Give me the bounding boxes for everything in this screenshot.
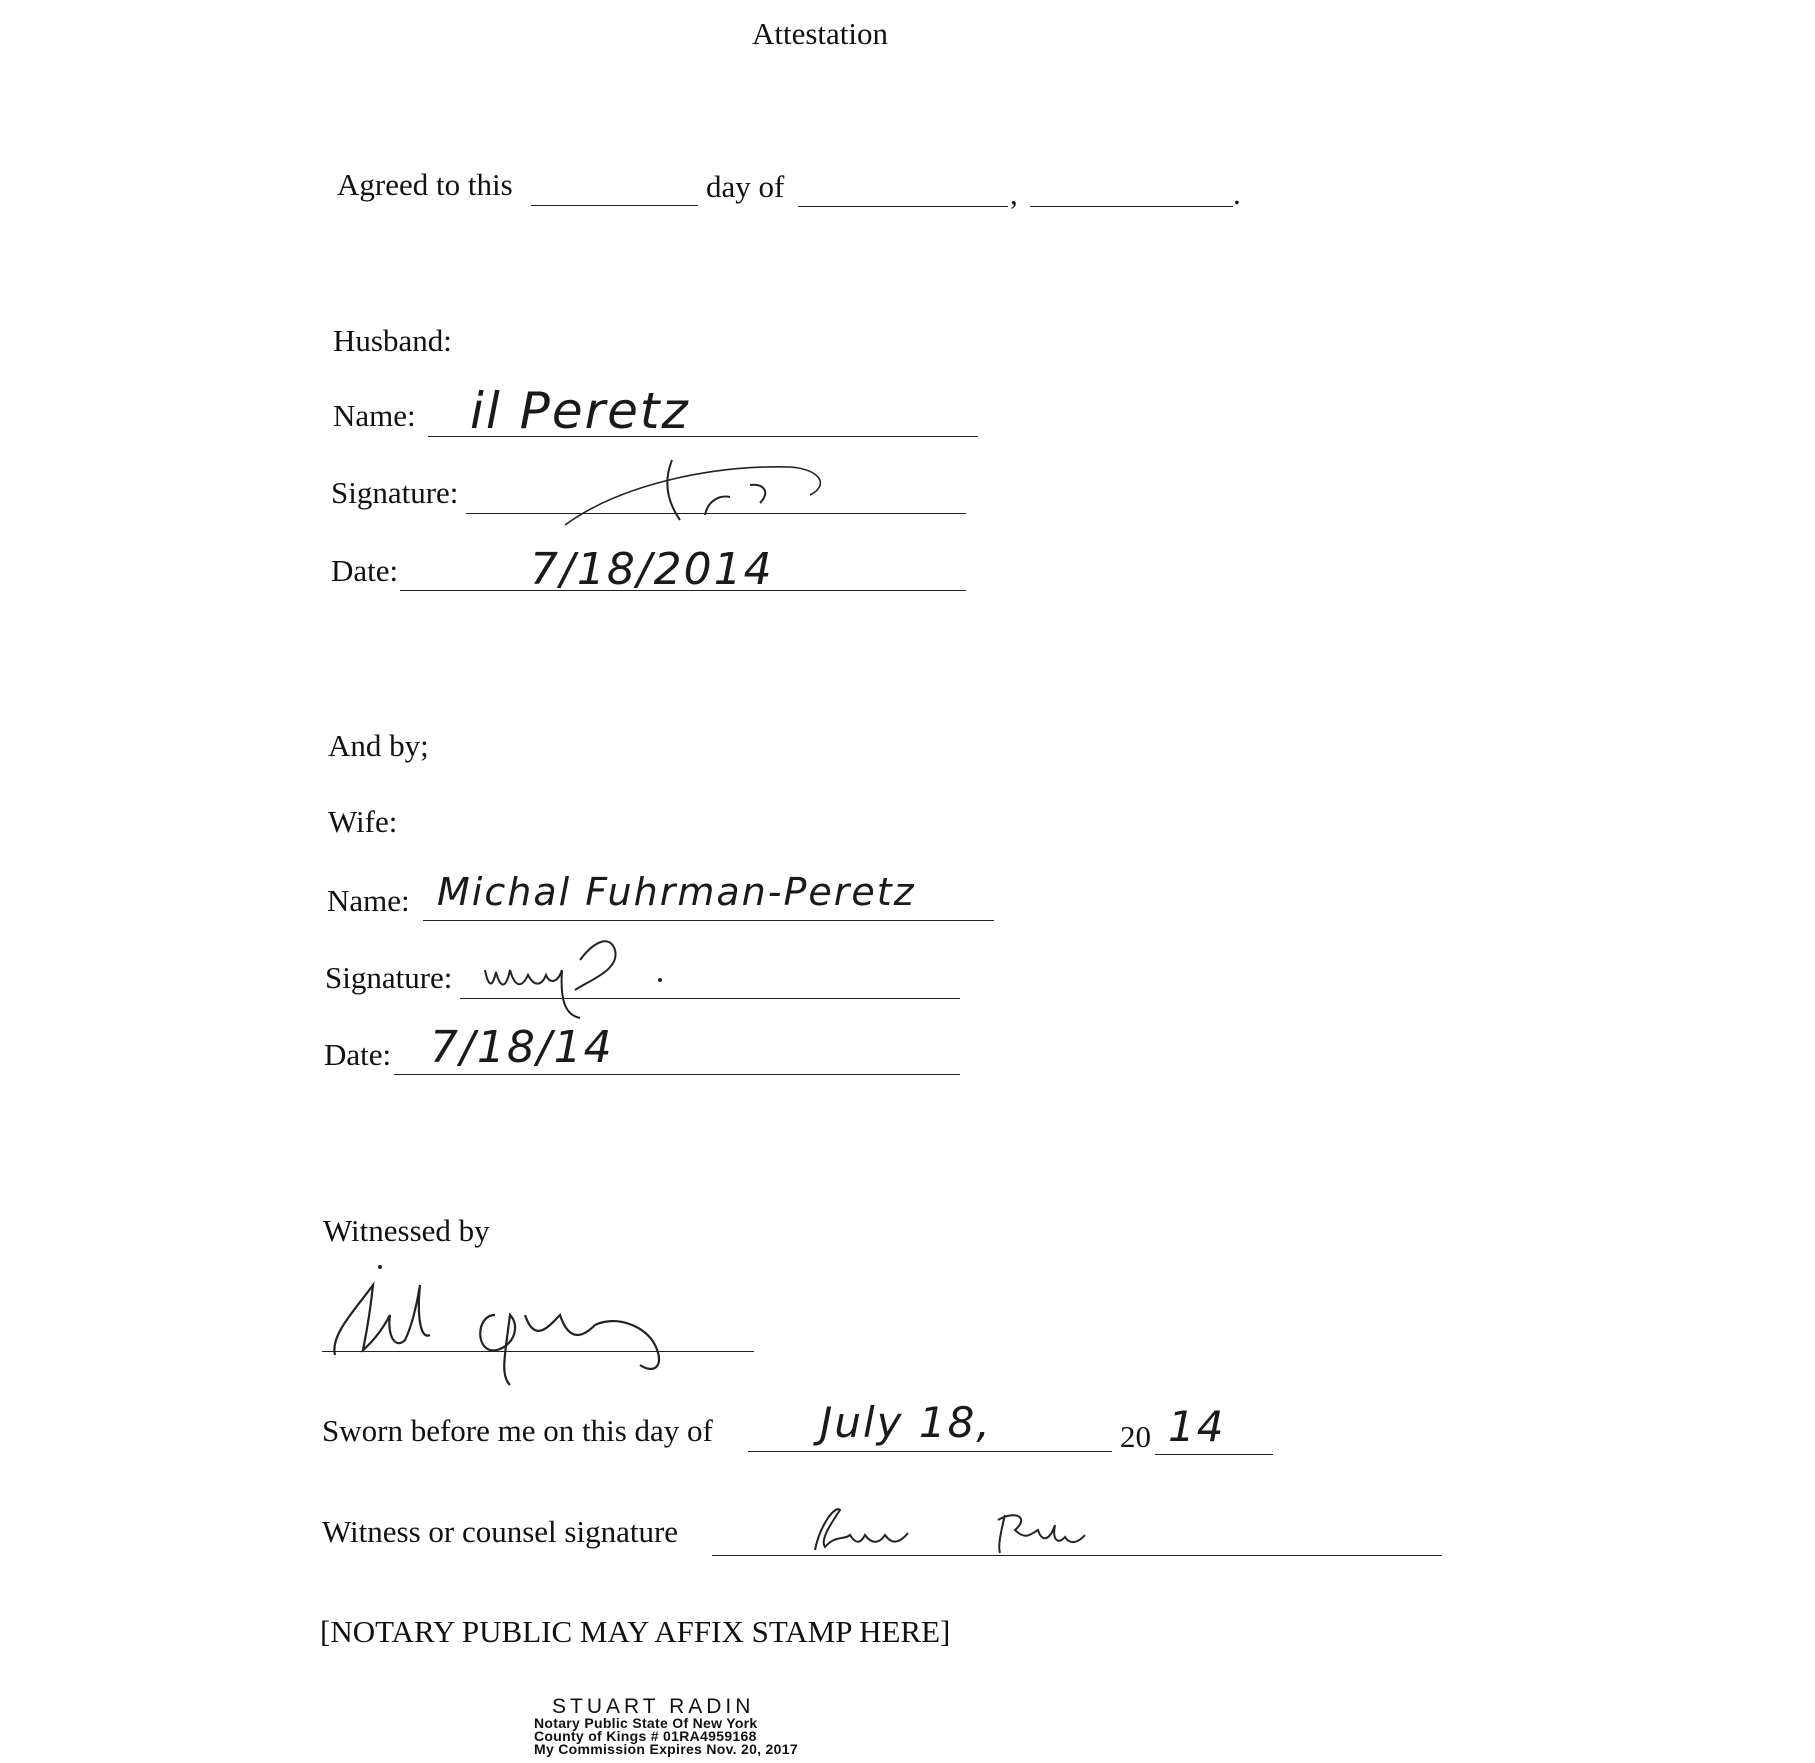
witnessed-by-heading: Witnessed by [323,1213,490,1248]
stamp-line2: County of Kings # 01RA4959168 [534,1728,757,1744]
wife-signature-label: Signature: [325,960,453,995]
wife-date-value: 7/18/14 [430,1022,614,1073]
agreed-month-blank [798,206,1008,207]
agreed-period: . [1233,176,1241,211]
witness-signature-image [325,1255,705,1395]
stamp-line1: Notary Public State Of New York [534,1715,758,1731]
sworn-year-line [1155,1454,1273,1455]
husband-heading: Husband: [333,323,452,358]
husband-date-value: 7/18/2014 [530,544,774,595]
wife-name-label: Name: [327,883,410,918]
wife-name-value: Michal Fuhrman-Peretz [437,870,916,914]
page-title: Attestation [752,16,889,51]
notary-stamp [534,1697,814,1756]
wife-date-line [394,1074,960,1075]
agreed-year-blank [1030,206,1233,207]
husband-signature-image [560,455,840,535]
husband-name-label: Name: [333,398,416,433]
stamp-line3: My Commission Expires Nov. 20, 2017 [534,1741,798,1757]
agreed-day-blank [531,205,698,206]
husband-signature-label: Signature: [331,475,459,510]
sworn-year-value: 14 [1168,1402,1226,1451]
notary-note: [NOTARY PUBLIC MAY AFFIX STAMP HERE] [320,1614,951,1649]
agreed-comma: , [1010,176,1018,211]
husband-date-label: Date: [331,553,399,588]
agreed-day-of: day of [706,169,785,204]
sworn-label: Sworn before me on this day of [322,1413,713,1448]
counsel-signature-image [800,1495,1120,1565]
stamp-name: STUART RADIN [552,1695,755,1718]
sworn-date-value: July 18, [820,1398,992,1447]
sworn-date-line [748,1451,1112,1452]
wife-heading: Wife: [328,804,398,839]
wife-date-label: Date: [324,1037,392,1072]
and-by-text: And by; [328,728,429,763]
sworn-year-prefix: 20 [1120,1419,1151,1454]
agreed-prefix: Agreed to this [337,167,513,202]
wife-name-line [423,920,994,921]
counsel-label: Witness or counsel signature [322,1514,679,1549]
wife-signature-image [480,930,680,1020]
husband-name-value: il Peretz [470,382,690,440]
